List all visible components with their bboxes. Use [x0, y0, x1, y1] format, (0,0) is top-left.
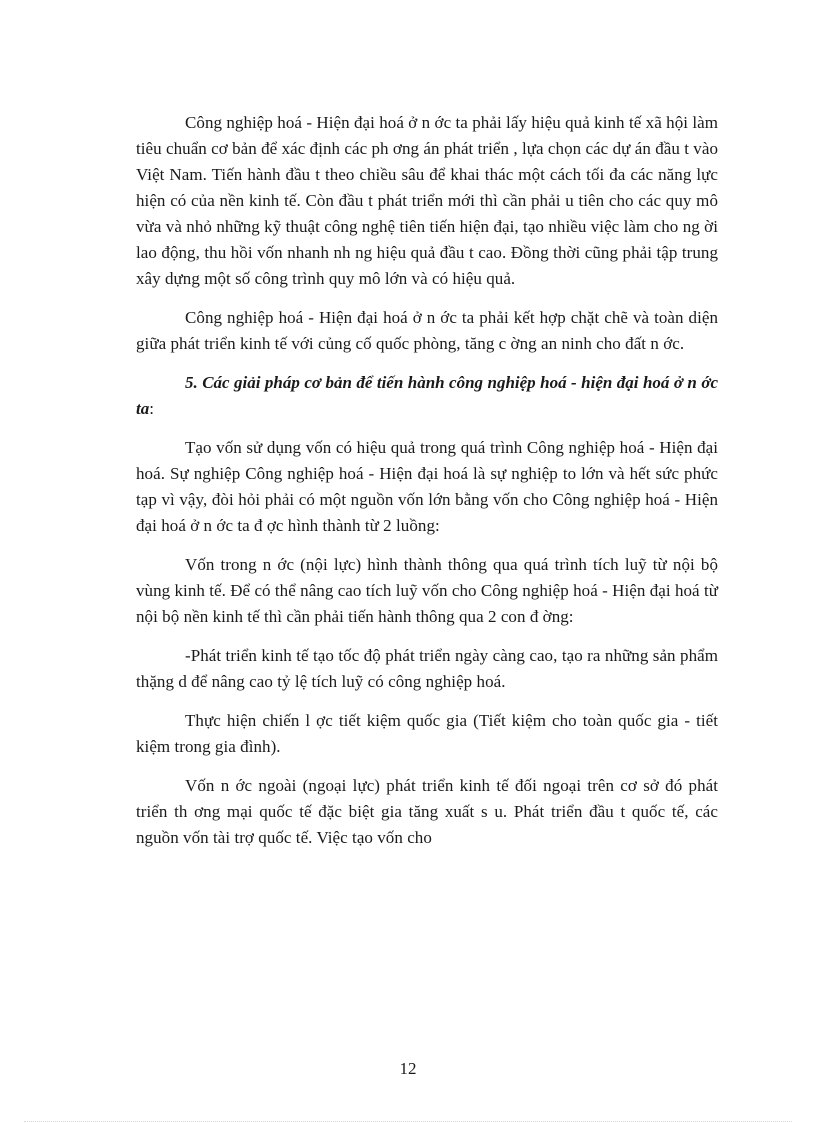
paragraph-7: Vốn n ớc ngoài (ngoại lực) phát triển kinh tế đối ngoại trên cơ sở đó phát triển th ơng mại quốc tế đặc biệt gia tăng xuất s u. Phát triển đầu t quốc tế, các nguồn vốn tài trợ quốc tế. Việc tạo vốn cho — [136, 776, 718, 847]
document-page — [136, 110, 718, 864]
paragraph-6: Thực hiện chiến l ợc tiết kiệm quốc gia (Tiết kiệm cho toàn quốc gia - tiết kiệm trong gia đình). — [136, 711, 718, 756]
section-heading-text: 5. Các giải pháp cơ bản để tiến hành công nghiệp hoá - hiện đại hoá ở n ớc ta — [136, 373, 718, 418]
paragraph-3: Tạo vốn sử dụng vốn có hiệu quả trong quá trình Công nghiệp hoá - Hiện đại hoá. Sự nghiệp Công nghiệp hoá - Hiện đại hoá là sự nghiệp to lớn và hết sức phức tạp vì vậy, đòi hỏi phải có một nguồn vốn lớn bằng vốn cho Công nghiệp hoá - Hiện đại hoá ở n ớc ta đ ợc hình thành từ 2 luồng: — [136, 438, 718, 535]
paragraph-1: Công nghiệp hoá - Hiện đại hoá ở n ớc ta phải lấy hiệu quả kinh tế xã hội làm tiêu chuẩn cơ bản để xác định các ph ơng án phát triển , lựa chọn các dự án đầu t vào Việt Nam. Tiến hành đầu t theo chiều sâu để khai thác một cách tối đa các năng lực hiện có của nền kinh tế. Còn đầu t phát triển mới thì cần phải u tiên cho các quy mô vừa và nhỏ những kỹ thuật công nghệ tiên tiến hiện đại, tạo nhiều việc làm cho ng ời lao động, thu hồi vốn nhanh nh ng hiệu quả đầu t cao. Đồng thời cũng phải tập trung xây dựng một số công trình quy mô lớn và có hiệu quả. — [136, 113, 718, 288]
paragraph-4: Vốn trong n ớc (nội lực) hình thành thông qua quá trình tích luỹ từ nội bộ vùng kinh tế. Để có thể nâng cao tích luỹ vốn cho Công nghiệp hoá - Hiện đại hoá từ nội bộ nền kinh tế thì cần phải tiến hành thông qua 2 con đ ờng: — [136, 555, 718, 626]
paragraph-5: -Phát triển kinh tế tạo tốc độ phát triển ngày càng cao, tạo ra những sản phẩm thặng d để nâng cao tỷ lệ tích luỹ có công nghiệp hoá. — [136, 646, 718, 691]
page-number: 12 — [399, 1059, 417, 1078]
section-heading — [136, 370, 718, 422]
section-heading-colon: : — [149, 399, 154, 418]
paragraph-2: Công nghiệp hoá - Hiện đại hoá ở n ớc ta phải kết hợp chặt chẽ và toàn diện giữa phát triển kinh tế với củng cố quốc phòng, tăng c ờng an ninh cho đất n ớc. — [136, 308, 718, 353]
page-bottom-divider — [24, 1121, 792, 1122]
